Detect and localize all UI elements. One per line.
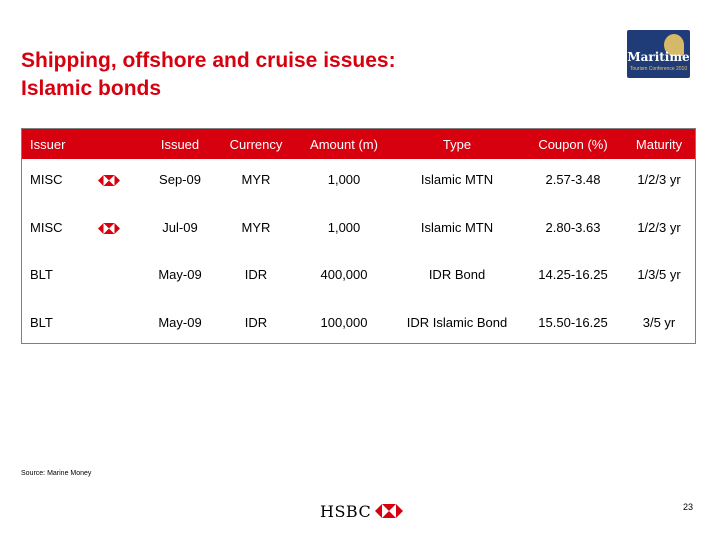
hsbc-hexagon-icon	[375, 504, 403, 523]
header-amount: Amount (m)	[310, 137, 378, 152]
cell-amount: 400,000	[320, 267, 368, 282]
cell-issuer: MISC	[30, 172, 63, 187]
cell-amount: 1,000	[327, 172, 361, 187]
cell-issuer: BLT	[30, 267, 53, 282]
cell-amount: 100,000	[320, 315, 368, 330]
cell-issuer: MISC	[30, 220, 63, 235]
cell-issued: Sep-09	[159, 172, 201, 187]
hsbc-footer-logo	[320, 501, 402, 521]
cell-amount: 1,000	[327, 220, 361, 235]
header-issuer: Issuer	[30, 137, 66, 152]
logo-subtitle: Tourism Conference 2010	[629, 66, 688, 72]
cell-type: Islamic MTN	[420, 172, 494, 187]
logo-wordmark: Maritime	[627, 50, 690, 64]
title-line-2: Islamic bonds	[21, 77, 162, 100]
cell-type: IDR Bond	[428, 267, 486, 282]
bonds-table	[21, 128, 696, 344]
cell-currency: MYR	[241, 220, 271, 235]
cell-coupon: 2.80-3.63	[545, 220, 601, 235]
cell-issuer: BLT	[30, 315, 53, 330]
cell-maturity: 1/2/3 yr	[637, 220, 681, 235]
cell-currency: IDR	[244, 267, 268, 282]
cell-currency: IDR	[244, 315, 268, 330]
cell-issued: May-09	[158, 267, 202, 282]
cell-type: IDR Islamic Bond	[406, 315, 508, 330]
source-note: Source: Marine Money	[21, 470, 92, 477]
cell-maturity: 1/2/3 yr	[637, 172, 681, 187]
table-header	[22, 129, 695, 159]
cell-coupon: 14.25-16.25	[538, 267, 608, 282]
hsbc-hexagon-icon	[98, 175, 120, 186]
cell-maturity: 3/5 yr	[642, 315, 676, 330]
cell-type: Islamic MTN	[420, 220, 494, 235]
title-line-1: Shipping, offshore and cruise issues:	[21, 49, 396, 72]
hsbc-hexagon-icon	[98, 223, 120, 234]
cell-maturity: 1/3/5 yr	[637, 267, 681, 282]
header-maturity: Maturity	[635, 137, 683, 152]
cell-issued: Jul-09	[162, 220, 198, 235]
page-number: 23	[683, 502, 694, 512]
header-type: Type	[442, 137, 472, 152]
header-coupon: Coupon (%)	[538, 137, 608, 152]
cell-coupon: 15.50-16.25	[538, 315, 608, 330]
header-currency: Currency	[229, 137, 283, 152]
header-issued: Issued	[160, 137, 200, 152]
cell-coupon: 2.57-3.48	[545, 172, 601, 187]
slide-title	[21, 47, 396, 103]
hsbc-wordmark: HSBC	[320, 502, 372, 521]
cell-issued: May-09	[158, 315, 202, 330]
cell-currency: MYR	[241, 172, 271, 187]
maritime-logo	[627, 30, 690, 78]
